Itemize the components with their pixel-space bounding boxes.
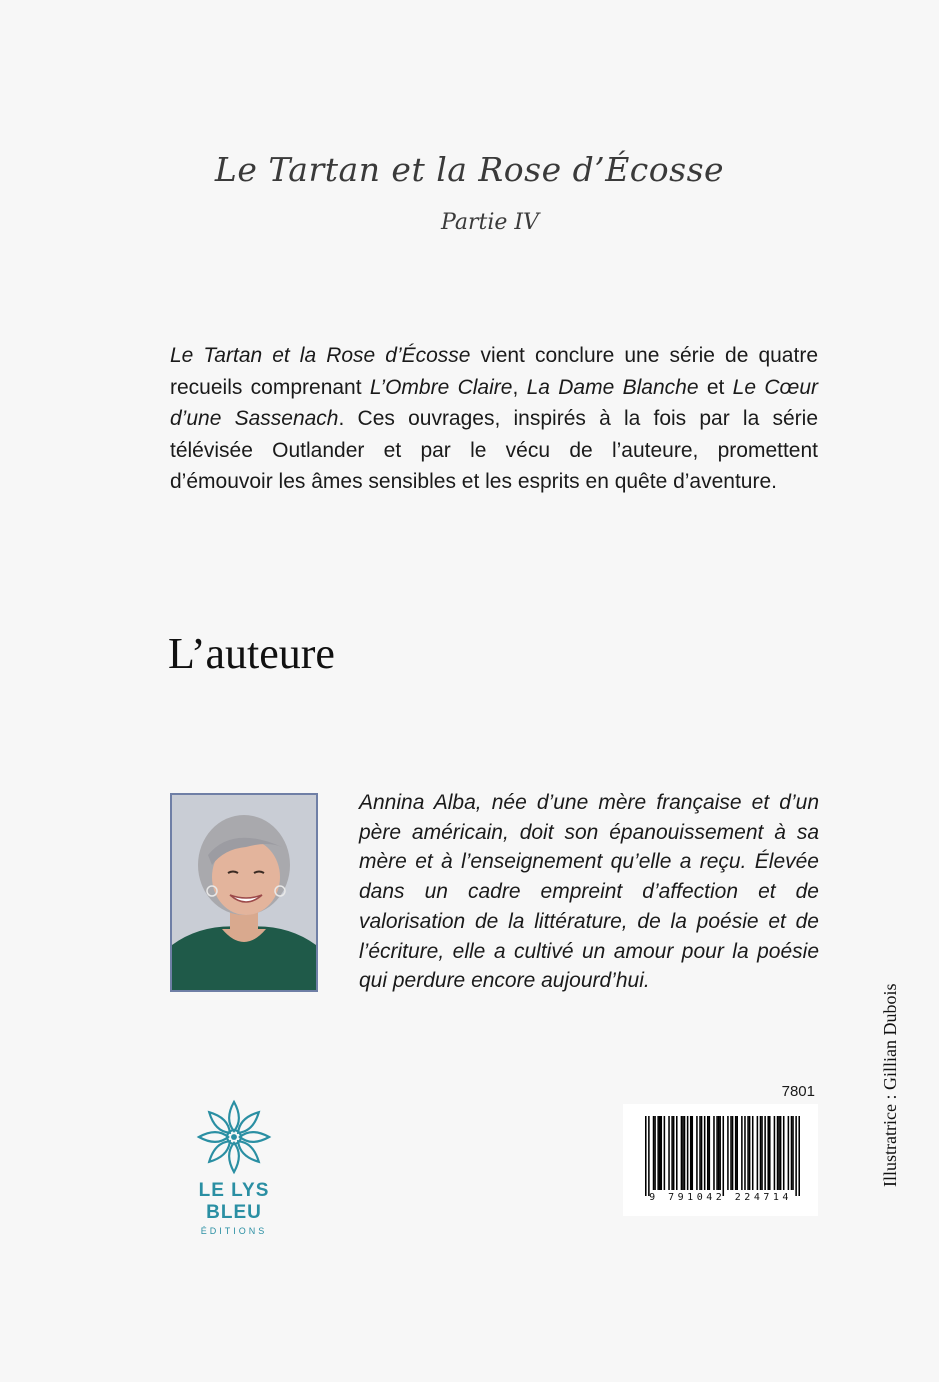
barcode-bar <box>690 1116 692 1190</box>
barcode-bar <box>681 1116 683 1190</box>
barcode <box>623 1104 818 1216</box>
barcode-bar <box>701 1116 703 1190</box>
barcode-digits: 9 791042 224714 <box>649 1192 792 1203</box>
barcode-bar <box>788 1116 790 1190</box>
blurb-book-italic: La Dame Blanche <box>526 375 699 399</box>
barcode-bar <box>657 1116 659 1190</box>
publisher-name: LE LYS BLEU <box>198 1180 270 1223</box>
barcode-bar <box>664 1116 666 1190</box>
barcode-bar <box>727 1116 729 1190</box>
barcode-bar <box>719 1116 721 1190</box>
lotus-flower-icon <box>195 1098 273 1176</box>
barcode-bar <box>704 1116 706 1190</box>
blurb-text: et <box>698 375 733 399</box>
blurb-title-italic: Le Tartan et la Rose d’Écosse <box>170 344 471 367</box>
barcode-bar <box>699 1116 701 1190</box>
reference-code: 7801 <box>781 1083 815 1100</box>
back-cover-blurb <box>170 340 818 498</box>
blurb-book-italic: L’Ombre Claire <box>369 375 513 399</box>
barcode-bar <box>648 1116 650 1196</box>
barcode-bar <box>709 1116 711 1190</box>
barcode-bar <box>659 1116 661 1190</box>
barcode-bar <box>749 1116 751 1190</box>
barcode-bar <box>736 1116 738 1190</box>
barcode-bar <box>741 1116 743 1190</box>
barcode-bar <box>798 1116 800 1196</box>
barcode-bar <box>730 1116 732 1190</box>
barcode-bar <box>716 1116 718 1190</box>
barcode-bar <box>707 1116 709 1190</box>
barcode-bar <box>661 1116 663 1190</box>
barcode-bar <box>792 1116 794 1190</box>
barcode-bar <box>673 1116 675 1190</box>
barcode-bar <box>744 1116 746 1190</box>
barcode-bar <box>761 1116 763 1190</box>
barcode-bar <box>760 1116 762 1190</box>
barcode-bar <box>769 1116 771 1190</box>
publisher-logo <box>170 1098 298 1236</box>
barcode-bar <box>668 1116 670 1190</box>
author-heading: L’auteure <box>168 629 335 678</box>
barcode-bar <box>774 1116 776 1190</box>
barcode-bar <box>747 1116 749 1190</box>
barcode-bar <box>654 1116 656 1190</box>
author-photo <box>170 793 318 992</box>
barcode-bar <box>777 1116 779 1190</box>
blurb-text: vient conclure une série de quatre recueils comprenant <box>170 344 818 399</box>
barcode-bar <box>645 1116 647 1196</box>
barcode-bar <box>718 1116 720 1190</box>
barcode-bar <box>764 1116 766 1190</box>
barcode-bar <box>795 1116 797 1196</box>
barcode-bar <box>653 1116 655 1190</box>
barcode-bar <box>687 1116 689 1190</box>
barcode-bar <box>735 1116 737 1190</box>
publisher-subtitle: ÉDITIONS <box>200 1226 268 1236</box>
barcode-bar <box>778 1116 780 1190</box>
barcode-bar <box>692 1116 694 1190</box>
barcode-bar <box>676 1116 678 1190</box>
blurb-text: , <box>512 375 527 399</box>
illustrator-credit: Illustratrice : Gillian Dubois <box>880 983 900 1187</box>
author-bio: Annina Alba, née d’une mère française et d’un père américain, doit son épanouissement à sa mère et à l’enseignement qu’elle a reçu. Élevée dans un cadre empreint d’affection et de valorisation de la littérature, de la poésie et de l’écriture, elle a cultivé un amour pour la poésie qui perdure encore aujourd’hui. <box>359 791 819 993</box>
barcode-bar <box>732 1116 734 1190</box>
barcode-bar <box>780 1116 782 1190</box>
blurb-text: . Ces ouvrages, inspirés à la fois par la série télévisée Outlander et par le vécu de l’auteure, promettent d’émouvoir les âmes sensibles et les esprits en quête d’aventure. <box>170 407 818 493</box>
barcode-bar <box>791 1116 793 1190</box>
barcode-bar <box>684 1116 686 1190</box>
barcode-bar <box>723 1116 725 1196</box>
barcode-bar <box>713 1116 715 1190</box>
barcode-bar <box>752 1116 754 1190</box>
blurb-book-italic: Le Cœur d’une Sassenach <box>170 375 818 430</box>
barcode-bar <box>671 1116 673 1190</box>
barcode-bar <box>696 1116 698 1190</box>
barcode-bar <box>757 1116 759 1190</box>
cover-subtitle: Partie IV <box>441 210 539 235</box>
barcode-bar <box>767 1116 769 1190</box>
cover-title: Le Tartan et la Rose d’Écosse <box>214 150 725 189</box>
barcode-bar <box>682 1116 684 1190</box>
barcode-bar <box>783 1116 785 1190</box>
